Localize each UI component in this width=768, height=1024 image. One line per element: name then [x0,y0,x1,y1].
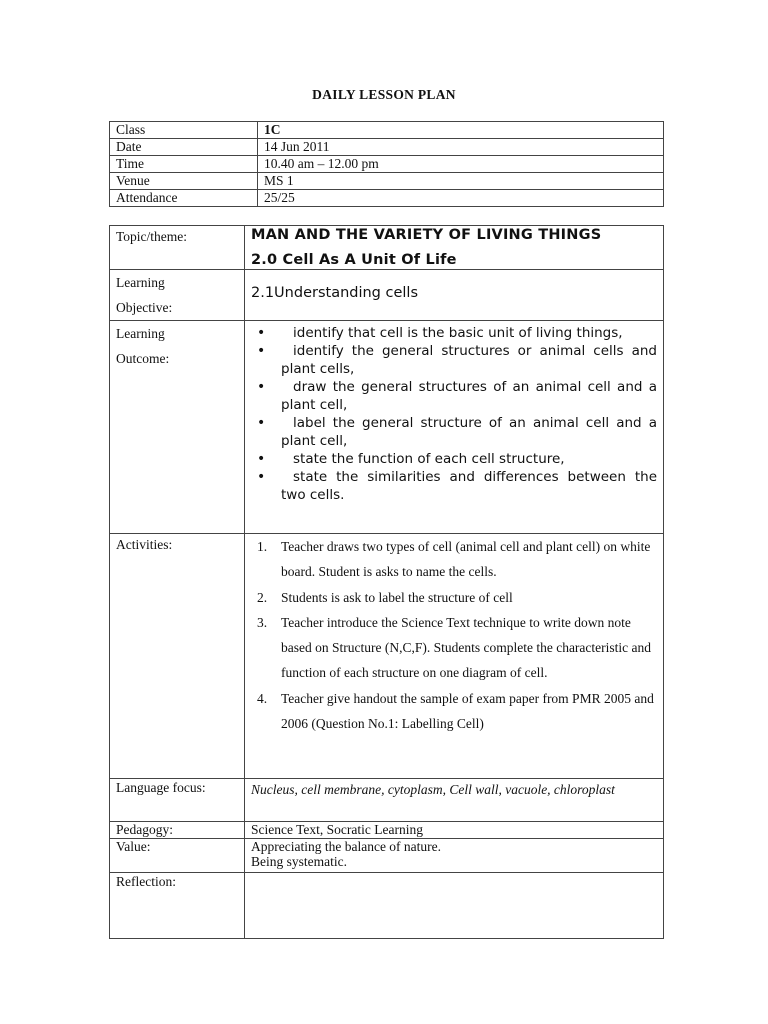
plan-table [109,225,664,939]
bullet-icon: • [257,451,266,467]
objective-label-line1: Learning [116,275,165,290]
topic-cell [245,226,664,270]
info-table [109,121,664,207]
bullet-icon: • [257,415,266,431]
objective-label [110,270,245,321]
outcome-label [110,321,245,534]
attendance-value: 25/25 [258,190,664,207]
class-label: Class [110,122,258,139]
bullet-icon: • [257,379,266,395]
bullet-icon: • [257,469,266,485]
topic-label [110,226,245,270]
date-label: Date [110,139,258,156]
activity-text: Teacher draws two types of cell (animal cell and plant cell) on white board. Student is asks to name the cells. [281,539,651,580]
list-item [251,468,657,504]
activities-label [110,534,245,779]
venue-label: Venue [110,173,258,190]
activities-label-text: Activities: [116,537,173,552]
bullet-icon: • [257,325,266,341]
list-item [251,610,657,686]
attendance-label: Attendance [110,190,258,207]
time-value: 10.40 am – 12.00 pm [258,156,664,173]
info-row [110,156,664,173]
language-row [110,779,664,822]
activities-cell [245,534,664,779]
value-row [110,839,664,873]
list-item [251,342,657,378]
objective-row [110,270,664,321]
activity-number: 4. [257,690,268,706]
venue-value: MS 1 [258,173,664,190]
value-cell [245,839,664,873]
info-row [110,190,664,207]
topic-subtitle: 2.0 Cell As A Unit Of Life [251,252,457,268]
language-label-text: Language focus: [116,780,206,795]
activity-text: Teacher introduce the Science Text technique to write down note based on Structure (N,C,F). Students complete the characteristic and function of each structure on one diagram of cell. [281,614,652,681]
list-item [251,324,657,342]
value-line: Being systematic. [251,854,347,869]
activity-number: 1. [257,539,268,554]
reflection-label [110,873,245,939]
reflection-cell [245,873,664,939]
outcome-label-line1: Learning [116,326,165,341]
outcome-list [251,324,657,504]
activities-row [110,534,664,779]
pedagogy-row [110,822,664,839]
info-row [110,173,664,190]
outcome-text: draw the general structures of an animal cell and a plant cell, [281,379,657,413]
reflection-row [110,873,664,939]
objective-label-line2: Objective: [116,300,173,315]
list-item [251,534,657,585]
outcome-text: label the general structure of an animal cell and a plant cell, [281,415,657,449]
info-row [110,122,664,139]
pedagogy-label: Pedagogy: [110,822,245,839]
topic-label-text: Topic/theme: [116,229,188,244]
outcome-text: identify the general structures or animal cells and plant cells, [281,343,657,377]
pedagogy-value: Science Text, Socratic Learning [245,822,664,839]
topic-row [110,226,664,270]
outcome-cell [245,321,664,534]
activity-text: Teacher give handout the sample of exam paper from PMR 2005 and 2006 (Question No.1: Labelling Cell) [281,690,654,732]
value-label: Value: [110,839,245,873]
date-value: 14 Jun 2011 [258,139,664,156]
language-label [110,779,245,822]
list-item [251,414,657,450]
outcome-text: state the similarities and differences between the two cells. [281,469,657,503]
language-focus: Nucleus, cell membrane, cytoplasm, Cell wall, vacuole, chloroplast [251,782,615,797]
page-title: DAILY LESSON PLAN [312,87,456,102]
topic-theme: MAN AND THE VARIETY OF LIVING THINGS [251,227,602,243]
outcome-label-line2: Outcome: [116,351,170,366]
learning-objective: 2.1Understanding cells [251,285,419,301]
time-label: Time [110,156,258,173]
outcome-text: state the function of each cell structure, [293,451,565,467]
outcome-row [110,321,664,534]
objective-cell [245,270,664,321]
list-item [251,686,657,737]
activities-list [251,534,657,736]
class-value: 1C [258,122,664,139]
info-row [110,139,664,156]
reflection-label-text: Reflection: [116,874,176,889]
list-item [251,450,657,468]
language-cell [245,779,664,822]
activity-number: 2. [257,589,268,605]
activity-number: 3. [257,614,268,630]
outcome-text: identify that cell is the basic unit of living things, [293,325,623,341]
list-item [251,585,657,610]
list-item [251,378,657,414]
activity-text: Students is ask to label the structure of cell [281,589,513,605]
bullet-icon: • [257,343,266,359]
value-line: Appreciating the balance of nature. [251,839,442,854]
